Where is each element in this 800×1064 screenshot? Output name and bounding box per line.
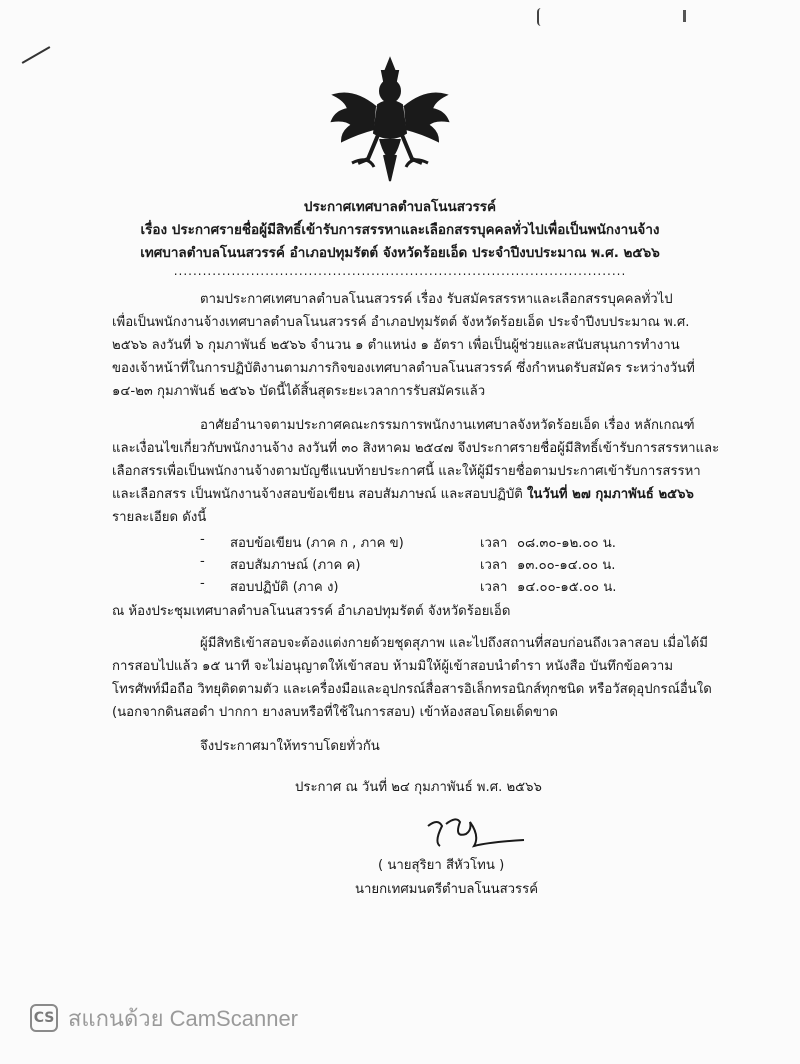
schedule-row [200,532,630,554]
schedule-time-label: เวลา [480,580,508,595]
scan-dot [683,10,686,22]
signer-name: ( นายสุริยา สีหัวโทน ) [378,858,505,873]
schedule-item: สอบข้อเขียน (ภาค ก , ภาค ข) [230,536,404,551]
para1-line-3: ๒๕๖๖ ลงวันที่ ๖ กุมภาพันธ์ ๒๕๖๖ จำนวน ๑ ตำแหน่ง ๑ อัตรา เพื่อเป็นผู้ช่วยและสนับสนุนการทำงาน [112,338,680,353]
para2-line-4 [112,485,694,505]
scan-mark-left [22,46,51,64]
para3-line-2: การสอบไปแล้ว ๑๕ นาที จะไม่อนุญาตให้เข้าสอบ ห้ามมิให้ผู้เข้าสอบนำตำรา หนังสือ บันทึกข้อความ [112,659,674,674]
closing-statement: จึงประกาศมาให้ทราบโดยทั่วกัน [200,739,380,754]
schedule-dash: - [200,554,205,569]
para1-line-1: ตามประกาศเทศบาลตำบลโนนสวรรค์ เรื่อง รับสมัครสรรหาและเลือกสรรบุคคลทั่วไป [200,292,673,307]
schedule-row [200,576,630,598]
exam-date: ในวันที่ ๒๗ กุมภาพันธ์ ๒๕๖๖ [526,487,694,502]
schedule-row [200,554,630,576]
para1-line-2: เพื่อเป็นพนักงานจ้างเทศบาลตำบลโนนสวรรค์ อำเภอปทุมรัตต์ จังหวัดร้อยเอ็ด ประจำปีงบประมาณ พ.ศ. [112,315,690,330]
venue: ณ ห้องประชุมเทศบาลตำบลโนนสวรรค์ อำเภอปทุมรัตต์ จังหวัดร้อยเอ็ด [112,604,511,619]
schedule-dash: - [200,532,205,547]
para2-line-1: อาศัยอำนาจตามประกาศคณะกรรมการพนักงานเทศบาลจังหวัดร้อยเอ็ด เรื่อง หลักเกณฑ์ [200,418,695,433]
para1-line-4: ของเจ้าหน้าที่ในการปฏิบัติงานตามภารกิจของเทศบาลตำบลโนนสวรรค์ ซึ่งกำหนดรับสมัคร ระหว่างวันที่ [112,361,695,376]
garuda-emblem-icon [328,55,452,185]
camscanner-logo-icon: CS [30,1004,58,1032]
announcement-title: ประกาศเทศบาลตำบลโนนสวรรค์ [303,199,497,215]
signer-title: นายกเทศมนตรีตำบลโนนสวรรค์ [355,882,539,897]
para2-line-3: เลือกสรรเพื่อเป็นพนักงานจ้างตามบัญชีแนบท้ายประกาศนี้ และให้ผู้มีรายชื่อตามประกาศเข้ารับการสรรหา [112,464,701,479]
para3-line-1: ผู้มีสิทธิเข้าสอบจะต้องแต่งกายด้วยชุดสุภาพ และไปถึงสถานที่สอบก่อนถึงเวลาสอบ เมื่อได้มี [200,636,708,651]
schedule-time-label: เวลา [480,558,508,573]
para1-line-5: ๑๔-๒๓ กุมภาพันธ์ ๒๕๖๖ บัดนี้ได้สิ้นสุดระยะเวลาการรับสมัครแล้ว [112,384,486,399]
para3-line-4: (นอกจากดินสอดำ ปากกา ยางลบหรือที่ใช้ในการสอบ) เข้าห้องสอบโดยเด็ดขาด [112,705,558,720]
schedule-time-label: เวลา [480,536,508,551]
schedule-item: สอบปฏิบัติ (ภาค ง) [230,580,339,595]
para2-line-5: รายละเอียด ดังนี้ [112,510,207,525]
signature [420,812,530,862]
subject-line-1: เรื่อง ประกาศรายชื่อผู้มีสิทธิ์เข้ารับการสรรหาและเลือกสรรบุคคลทั่วไปเพื่อเป็นพนักงานจ้าง [140,222,660,238]
schedule-time: ๑๔.๐๐-๑๕.๐๐ น. [517,580,617,595]
para2-line-2: และเงื่อนไขเกี่ยวกับพนักงานจ้าง ลงวันที่ ๓๐ สิงหาคม ๒๕๔๗ จึงประกาศรายชื่อผู้มีสิทธิ์เข้ารับการสรรหาและ [112,441,720,456]
schedule-time: ๐๘.๓๐-๑๒.๐๐ น. [517,536,616,551]
para3-line-3: โทรศัพท์มือถือ วิทยุติดตามตัว และเครื่องมือและอุปกรณ์สื่อสารอิเล็กทรอนิกส์ทุกชนิด หรือวัสดุอุปกรณ์อื่นใด [112,682,712,697]
separator: .............................................................................................. [173,264,627,278]
scan-mark-top-right [537,8,547,26]
schedule-dash: - [200,576,205,591]
camscanner-footer [30,1000,298,1036]
subject-line-2: เทศบาลตำบลโนนสวรรค์ อำเภอปทุมรัตต์ จังหวัดร้อยเอ็ด ประจำปีงบประมาณ พ.ศ. ๒๕๖๖ [140,245,660,261]
camscanner-text: สแกนด้วย CamScanner [68,1005,299,1031]
schedule-item: สอบสัมภาษณ์ (ภาค ค) [230,558,361,573]
announcement-date: ประกาศ ณ วันที่ ๒๔ กุมภาพันธ์ พ.ศ. ๒๕๖๖ [295,780,542,795]
para2-line-4-text: และเลือกสรร เป็นพนักงานจ้างสอบข้อเขียน สอบสัมภาษณ์ และสอบปฏิบัติ [112,487,527,502]
schedule-time: ๑๓.๐๐-๑๔.๐๐ น. [517,558,616,573]
